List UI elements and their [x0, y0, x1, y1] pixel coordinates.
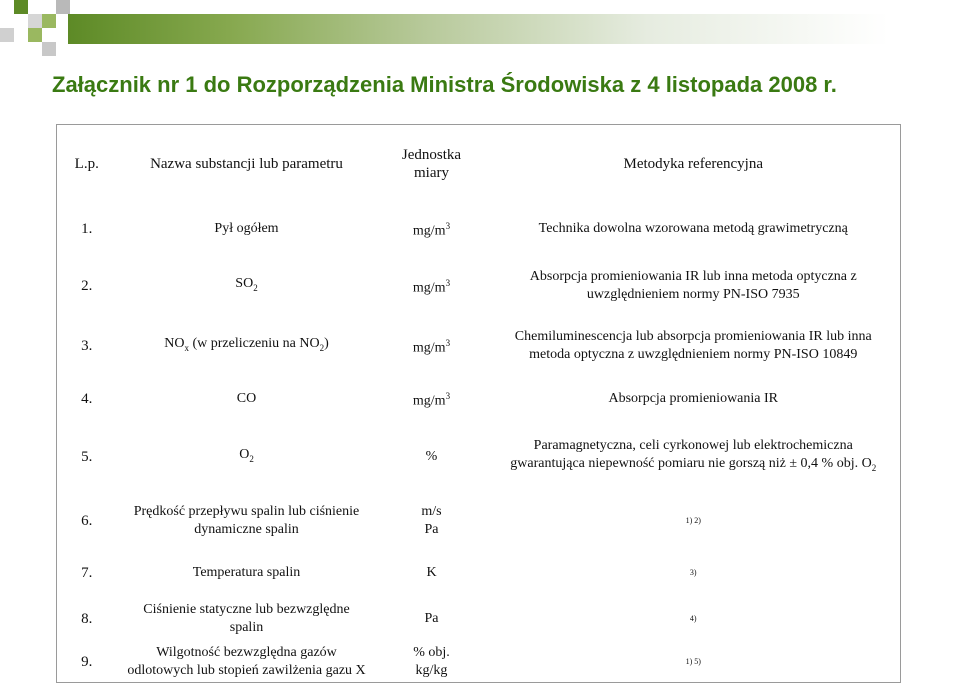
decor-square — [28, 28, 42, 42]
name-sub: 2 — [249, 453, 254, 464]
method-line2: gwarantująca niepewność pomiaru nie gorszą niż ± 0,4 % obj. O — [510, 455, 872, 471]
table-row — [57, 317, 901, 375]
unit-text: mg/m — [412, 280, 446, 296]
method-line2: metoda optyczna z uwzględnieniem normy PN-ISO 10849 — [529, 346, 858, 362]
method-line1: Paramagnetyczna, celi cyrkonowej lub elektrochemiczna — [533, 437, 853, 453]
table-row — [57, 375, 901, 423]
name-line1: Ciśnienie statyczne lub bezwzględne — [143, 601, 350, 617]
row-name: Pył ogółem — [214, 220, 279, 236]
header-unit-line1: Jednostka — [401, 146, 462, 163]
decor-square — [14, 0, 28, 14]
table-row — [57, 643, 901, 683]
header-unit — [377, 125, 487, 203]
row-unit — [377, 255, 487, 317]
row-name — [117, 255, 377, 317]
row-method-note: 3) — [689, 567, 697, 577]
name-text: O — [239, 446, 250, 462]
table-row — [57, 551, 901, 595]
row-lp: 1. — [81, 220, 93, 237]
table-header-row — [57, 125, 901, 203]
method-line1: Chemiluminescencja lub absorpcja promieniowania IR lub inna — [514, 328, 872, 344]
row-method-note: 1) 2) — [685, 515, 701, 525]
row-name — [117, 491, 377, 551]
row-unit — [377, 491, 487, 551]
row-lp: 5. — [81, 448, 93, 465]
name-line2: spalin — [229, 619, 264, 635]
unit-line1: m/s — [421, 503, 442, 519]
row-name — [117, 643, 377, 683]
row-lp: 8. — [81, 610, 93, 627]
table-row — [57, 423, 901, 491]
row-name — [117, 317, 377, 375]
row-unit — [377, 317, 487, 375]
unit-text: mg/m — [412, 340, 446, 356]
unit-line2: Pa — [424, 521, 439, 537]
row-method: Absorpcja promieniowania IR — [608, 390, 778, 406]
name-sub: 2 — [253, 282, 258, 293]
name-text: NO — [164, 335, 185, 351]
method-line1: Absorpcja promieniowania IR lub inna metoda optyczna z — [529, 268, 857, 284]
name-line1: Prędkość przepływu spalin lub ciśnienie — [133, 503, 360, 519]
row-unit — [377, 643, 487, 683]
name-mid: (w przeliczeniu na NO — [188, 335, 320, 351]
unit-line1: % obj. — [413, 645, 450, 661]
name-end: ) — [324, 335, 329, 351]
row-unit: K — [426, 564, 437, 580]
name-line2: odlotowych lub stopień zawilżenia gazu X — [127, 663, 366, 679]
row-name: CO — [236, 390, 257, 406]
row-lp: 3. — [81, 337, 93, 354]
decor-square — [56, 0, 70, 14]
row-lp: 9. — [81, 654, 93, 671]
unit-sup: 3 — [445, 337, 451, 348]
row-lp: 2. — [81, 277, 93, 294]
header-method: Metodyka referencyjna — [623, 155, 763, 172]
row-method — [487, 255, 901, 317]
row-lp: 6. — [81, 512, 93, 529]
row-unit — [377, 203, 487, 255]
header-lp: L.p. — [74, 155, 99, 172]
row-lp: 4. — [81, 390, 93, 407]
row-unit: Pa — [424, 610, 439, 626]
unit-line2: kg/kg — [415, 663, 448, 679]
unit-sup: 3 — [445, 277, 451, 288]
unit-sup: 3 — [445, 390, 451, 401]
decor-square — [0, 28, 14, 42]
name-text: SO — [235, 275, 254, 291]
decor-square — [28, 14, 42, 28]
method-sub: 2 — [871, 462, 877, 473]
row-method-note: 1) 5) — [685, 657, 701, 667]
method-line2: uwzględnieniem normy PN-ISO 7935 — [586, 286, 800, 302]
row-method-note: 4) — [689, 613, 697, 623]
row-method — [487, 423, 901, 491]
decor-square — [42, 14, 56, 28]
unit-text: mg/m — [412, 393, 446, 409]
row-method: Technika dowolna wzorowana metodą grawimetryczną — [538, 220, 848, 236]
row-unit — [377, 375, 487, 423]
row-lp: 7. — [81, 564, 93, 581]
header-name: Nazwa substancji lub parametru — [150, 155, 343, 172]
name-sub2: 2 — [319, 342, 325, 353]
name-line1: Wilgotność bezwzględna gazów — [156, 645, 337, 661]
table-row — [57, 491, 901, 551]
row-name — [117, 595, 377, 643]
row-name — [117, 423, 377, 491]
header-decor-band — [68, 14, 960, 44]
table-row — [57, 255, 901, 317]
name-line2: dynamiczne spalin — [194, 521, 299, 537]
reference-methods-table — [56, 124, 901, 683]
row-unit: % — [425, 448, 438, 464]
header-unit-line2: miary — [414, 164, 449, 181]
page-title: Załącznik nr 1 do Rozporządzenia Ministra Środowiska z 4 listopada 2008 r. — [52, 72, 837, 97]
unit-sup: 3 — [445, 220, 451, 231]
table-row — [57, 203, 901, 255]
row-method — [487, 317, 901, 375]
unit-text: mg/m — [412, 223, 446, 239]
name-sub: x — [184, 342, 189, 353]
row-name: Temperatura spalin — [192, 564, 301, 580]
table-row — [57, 595, 901, 643]
decor-square — [42, 42, 56, 56]
